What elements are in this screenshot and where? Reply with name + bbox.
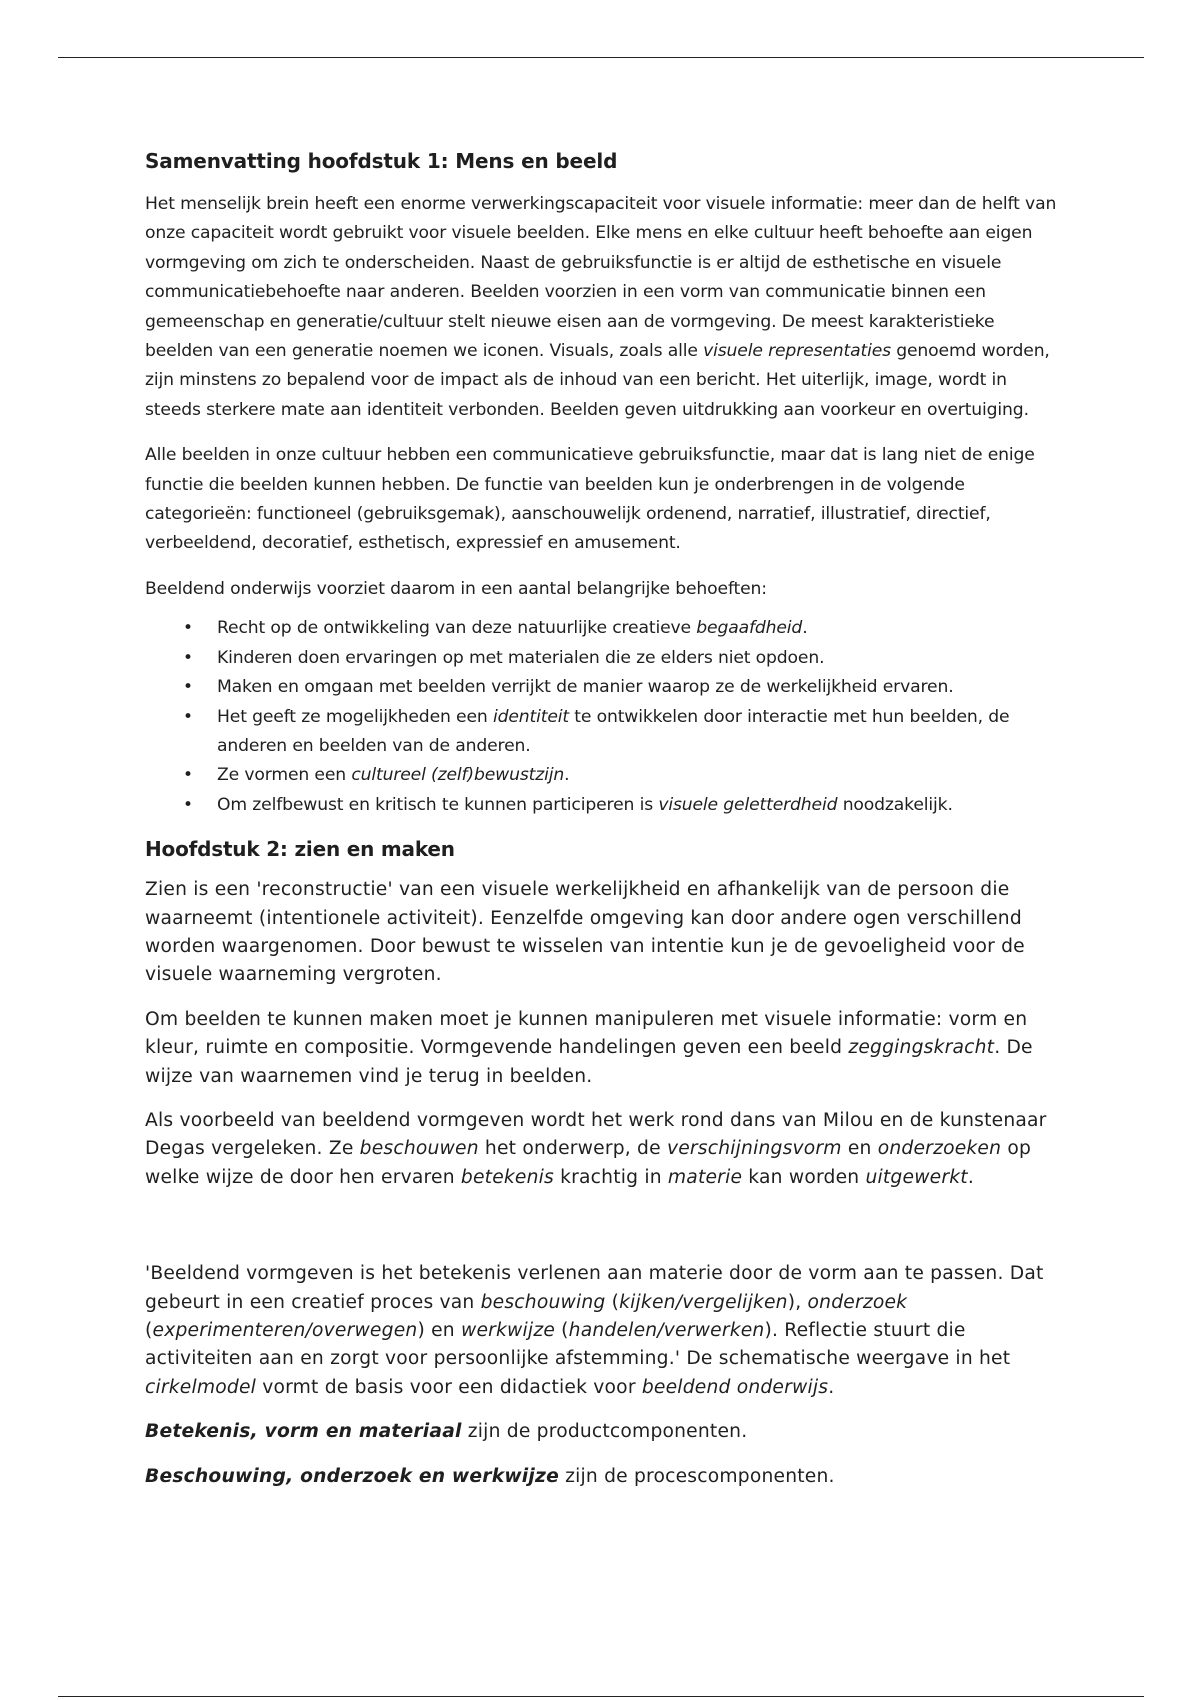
text-run: zijn de procescomponenten. [558, 1465, 835, 1487]
text-run: vormt de basis voor een didactiek voor [256, 1376, 642, 1398]
italic-run: experimenteren/overwegen [152, 1320, 418, 1341]
section-2-paragraph-5 [145, 1418, 1060, 1446]
text-run: . De wijze van waarnemen vind je terug in beelden. [145, 1037, 1033, 1087]
italic-run: beeldend onderwijs [641, 1376, 829, 1398]
list-item [217, 791, 1060, 820]
text-run: Maken en omgaan met beelden verrijkt de manier waarop ze de werkelijkheid ervaren. [217, 677, 954, 698]
list-item [217, 761, 1060, 790]
italic-run: betekenis [460, 1166, 554, 1188]
page-bottom-rule [58, 1696, 1144, 1697]
text-run: Als voorbeeld van beeldend vormgeven wordt het werk rond dans van Milou en de kunstenaar Degas vergeleken. Ze [145, 1109, 1047, 1160]
text-run: kan worden [742, 1166, 866, 1188]
italic-run: verschijningsvorm [666, 1138, 842, 1160]
list-item [217, 673, 1060, 702]
text-run: Het geeft ze mogelijkheden een [217, 706, 493, 727]
text-run: te ontwikkelen door interactie met hun beelden, de anderen en beelden van de anderen. [217, 706, 1010, 756]
italic-run: materie [667, 1166, 743, 1188]
bold-italic-run: Betekenis, vorm en materiaal [145, 1421, 462, 1443]
italic-run: werkwijze [460, 1320, 556, 1341]
text-run: Om beelden te kunnen maken moet je kunnen manipuleren met visuele informatie: vorm en kleur, ruimte en compositie. Vormgevende handelingen geven een beeld [145, 1008, 1028, 1059]
section-2-paragraph-1: Zien is een 'reconstructie' van een visuele werkelijkheid en afhankelijk van de persoon die waarneemt (intentionele activiteit). Eenzelfde omgeving kan door andere ogen verschillend worden waargenomen. Door bewust te wisselen van intentie kun je de gevoeligheid voor de visuele waarneming vergroten. [145, 879, 1025, 986]
italic-run: visuele representaties [703, 341, 891, 362]
text-run: Het menselijk brein heeft een enorme verwerkingscapaciteit voor visuele informatie: meer dan de helft van onze capaciteit wordt gebruikt voor visuele beelden. Elke mens en elke cultuur heeft behoefte aan eigen vormgeving om zich te onderscheiden. Naast de gebruiksfunctie is er altijd de esthetische en visuele communicatiebehoefte naar anderen. Beelden voorzien in een vorm van communicatie binnen een gemeenschap en generatie/cultuur stelt nieuwe eisen aan de vormgeving. De meest karakteristieke beelden van een generatie noemen we iconen. Visuals, zoals alle [145, 194, 1057, 362]
text-run: Recht op de ontwikkeling van deze natuurlijke creatieve [217, 618, 697, 639]
italic-run: visuele geletterdheid [658, 794, 838, 815]
italic-run: kijken/vergelijken [619, 1291, 788, 1313]
text-run: ( [605, 1291, 620, 1313]
section-1 [145, 146, 1060, 820]
italic-run: identiteit [492, 706, 569, 727]
italic-run: uitgewerkt [865, 1166, 968, 1188]
list-item [217, 703, 1060, 762]
bold-italic-run: Beschouwing, onderzoek en werkwijze [145, 1465, 559, 1487]
spacer [145, 1208, 1060, 1260]
text-run: ), [787, 1291, 808, 1313]
text-run: . [828, 1376, 835, 1398]
document-body [145, 146, 1060, 1507]
italic-run: zeggingskracht [848, 1037, 995, 1059]
italic-run: cirkelmodel [145, 1376, 257, 1398]
italic-run: handelen/verwerken [568, 1320, 765, 1341]
section-2-paragraph-2 [145, 1006, 1060, 1091]
text-run: zijn de productcomponenten. [461, 1421, 748, 1443]
text-run: genoemd worden, zijn minstens zo bepalend voor de impact als de inhoud van een bericht. Het uiterlijk, image, wordt in steeds sterkere mate aan identiteit verbonden. Beelden geven uitdrukking aan voorkeur en overtuiging. [145, 341, 1050, 420]
italic-run: onderzoeken [877, 1138, 1002, 1160]
text-run: . [967, 1166, 974, 1188]
section-1-heading: Samenvatting hoofdstuk 1: Mens en beeld [145, 149, 618, 173]
text-run: . [802, 618, 808, 639]
list-item [217, 614, 1060, 643]
needs-bullet-list [145, 614, 1060, 820]
page-top-rule [58, 57, 1144, 58]
section-1-paragraph-2: Alle beelden in onze cultuur hebben een communicatieve gebruiksfunctie, maar dat is lang niet de enige functie die beelden kunnen hebben. De functie van beelden kun je onderbrengen in de volgende categorieën: functioneel (gebruiksgemak), aanschouwelijk ordenend, narratief, illustratief, directief, verbeeldend, decoratief, esthetisch, expressief en amusement. [145, 445, 1035, 554]
text-run: op welke wijze de door hen ervaren [145, 1138, 1032, 1188]
section-1-paragraph-1 [145, 190, 1060, 425]
section-2 [145, 834, 1060, 1491]
section-1-paragraph-3: Beeldend onderwijs voorziet daarom in een aantal belangrijke behoeften: [145, 578, 767, 599]
text-run: noodzakelijk. [837, 794, 953, 815]
text-run: 'Beeldend vormgeven is het betekenis verlenen aan materie door de vorm aan te passen. Dat gebeurt in een creatief proces van [145, 1263, 1044, 1313]
text-run: Ze vormen een [217, 765, 352, 786]
text-run: ( [555, 1320, 569, 1341]
text-run: ) en [417, 1320, 461, 1341]
text-run: Kinderen doen ervaringen op met materialen die ze elders niet opdoen. [217, 647, 825, 668]
text-run: Om zelfbewust en kritisch te kunnen participeren is [217, 794, 659, 815]
text-run: ( [145, 1320, 153, 1341]
italic-run: begaafdheid [696, 618, 803, 639]
text-run: . [564, 765, 570, 786]
section-2-paragraph-4 [145, 1260, 1060, 1402]
text-run: en [841, 1138, 878, 1160]
italic-run: cultureel (zelf)bewustzijn [351, 765, 565, 786]
list-item [217, 644, 1060, 673]
italic-run: beschouwen [359, 1138, 479, 1160]
section-2-heading: Hoofdstuk 2: zien en maken [145, 837, 455, 862]
text-run: het onderwerp, de [478, 1138, 667, 1160]
section-2-paragraph-3 [145, 1107, 1060, 1192]
text-run: krachtig in [553, 1166, 668, 1188]
italic-run: onderzoek [807, 1291, 908, 1313]
italic-run: beschouwing [480, 1291, 606, 1313]
section-2-paragraph-6 [145, 1463, 1060, 1491]
text-run: ). Reflectie stuurt die activiteiten aan en zorgt voor persoonlijke afstemming.' De schematische weergave in het [145, 1320, 1011, 1370]
